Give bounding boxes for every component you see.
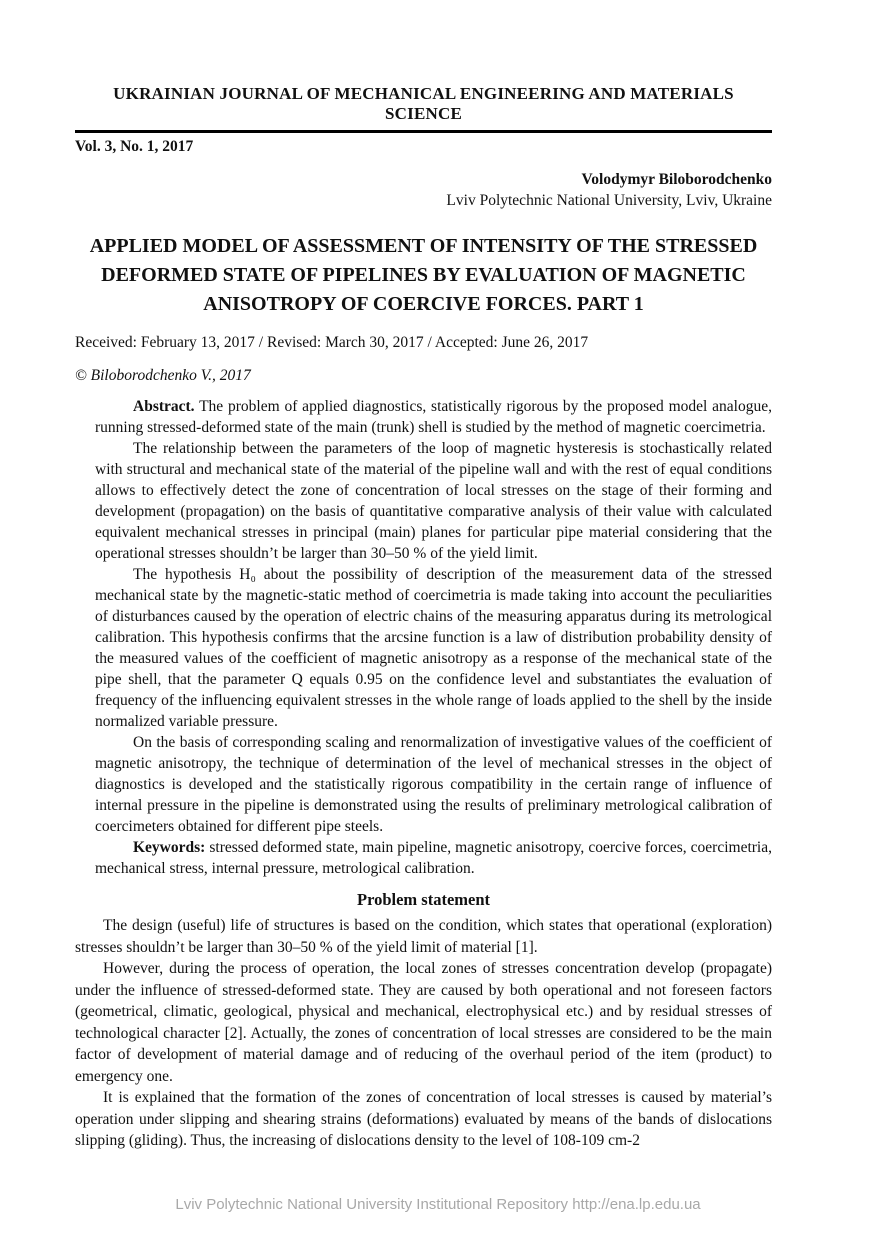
- article-title-line-2: DEFORMED STATE OF PIPELINES BY EVALUATION OF MAGNETIC: [101, 264, 746, 286]
- journal-header: [75, 84, 772, 156]
- body-paragraph: It is explained that the formation of the zones of concentration of local stresses is caused by material’s operation under slipping and shearing strains (deformations) evaluated by means of the bands of dislocations slipping (gliding). Thus, the increasing of dislocations density to the level of 108-109 cm-2: [75, 1089, 772, 1149]
- body-paragraph: The design (useful) life of structures is based on the condition, which states that operational (exploration) stresses shouldn’t be larger than 30–50 % of the yield limit of material [1].: [75, 917, 772, 956]
- article-title-line-1: APPLIED MODEL OF ASSESSMENT OF INTENSITY OF THE STRESSED: [89, 235, 758, 257]
- byline: [75, 169, 772, 211]
- abstract-paragraph: [95, 396, 772, 438]
- abstract-paragraph: The relationship between the parameters of the loop of magnetic hysteresis is stochastically related with structural and mechanical state of the material of the pipeline wall and with the rest of equal conditions allows to effectively detect the zone of concentration of local stresses on the stage of their forming and development (propagation) on the basis of quantitative comparative analysis of their value with calculated equivalent mechanical stresses in principal (main) planes for particular pipe material considering that the operational stresses shouldn’t be larger than 30–50 % of the yield limit.: [95, 440, 772, 562]
- abstract-label: Abstract.: [133, 398, 195, 415]
- abstract-paragraph: On the basis of corresponding scaling and renormalization of investigative values of the coefficient of magnetic anisotropy, the technique of determination of the level of mechanical stresses in the object of diagnostics is developed and the statistically rigorous compatibility in the certain range of influence of internal pressure in the pipeline is demonstrated using the results of preliminary metrological calibration of coercimeters obtained for different pipe steels.: [95, 734, 772, 835]
- copyright-line: © Biloborodchenko V., 2017: [75, 367, 251, 384]
- section-heading-problem-statement: Problem statement: [356, 890, 491, 909]
- repository-footer: Lviv Polytechnic National University Institutional Repository http://ena.lp.edu.ua: [175, 1196, 701, 1213]
- abstract-paragraph: The hypothesis H₀ about the possibility of description of the measurement data of the stressed mechanical state by the magnetic-static method of coercimetria is made taking into account the peculiarities of disturbances caused by the operation of electric chains of the measuring apparatus during its metrological calibration. This hypothesis confirms that the arcsine function is a law of distribution probability density of the measured values of the coefficient of magnetic anisotropy as a response of the mechanical state of the pipe shell, that the parameter Q equals 0.95 on the confidence level and substantiates the evaluation of frequency of the influencing equivalent stresses in the whole range of loads applied to the shell by the inside normalized variable pressure.: [95, 566, 772, 730]
- volume-line: Vol. 3, No. 1, 2017: [75, 138, 194, 155]
- article-title-line-3: ANISOTROPY OF COERCIVE FORCES. PART 1: [203, 293, 644, 315]
- keywords-label: Keywords:: [133, 839, 206, 856]
- author-affiliation: Lviv Polytechnic National University, Lviv, Ukraine: [446, 192, 772, 209]
- journal-title: UKRAINIAN JOURNAL OF MECHANICAL ENGINEERING AND MATERIALS SCIENCE: [75, 84, 772, 133]
- abstract-block: [95, 396, 772, 879]
- article-title: [75, 232, 772, 319]
- abstract-paragraph-text: The problem of applied diagnostics, statistically rigorous by the proposed model analogue, running stressed-deformed state of the main (trunk) shell is studied by the method of magnetic coercimetria.: [95, 398, 772, 436]
- keywords-text: stressed deformed state, main pipeline, magnetic anisotropy, coercive forces, coercimetria, mechanical stress, internal pressure, metrological calibration.: [95, 839, 772, 877]
- keywords-paragraph: [95, 837, 772, 879]
- section-body: [75, 915, 772, 1152]
- author-name: Volodymyr Biloborodchenko: [581, 171, 772, 188]
- body-paragraph: However, during the process of operation, the local zones of stresses concentration develop (propagate) under the influence of stressed-deformed state. They are caused by both operational and not foreseen factors (geometrical, climatic, geological, physical and mechanical, electrophysical etc.) and by residual stresses of technological character [2]. Actually, the zones of concentration of local stresses are considered to be the main factor of development of material damage and of reducing of the overhaul period of the item (product) to emergency one.: [75, 960, 772, 1085]
- dates-line: Received: February 13, 2017 / Revised: March 30, 2017 / Accepted: June 26, 2017: [75, 334, 589, 351]
